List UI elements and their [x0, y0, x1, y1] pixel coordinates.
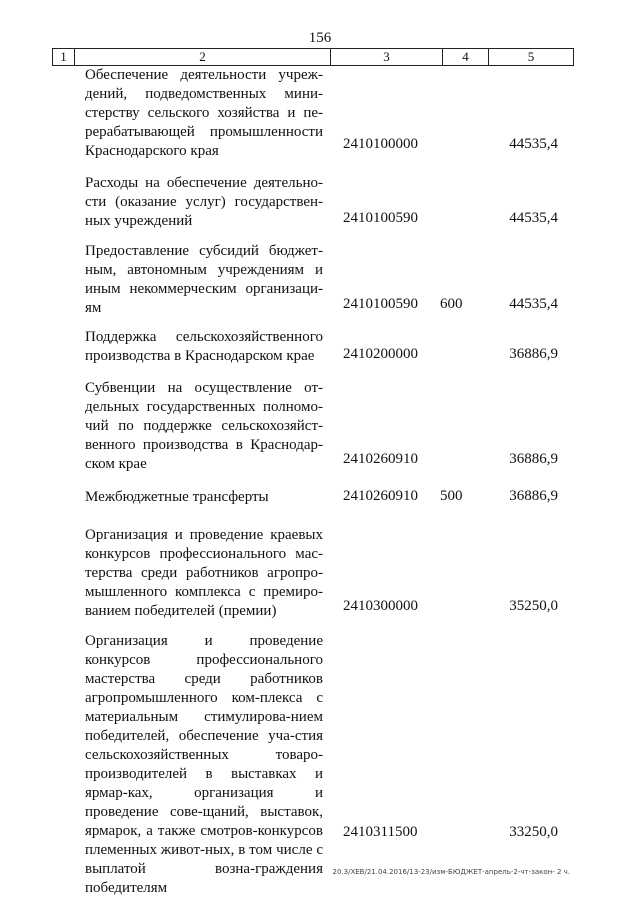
row-code: 2410100590 [343, 210, 418, 226]
row-amount: 44535,4 [509, 136, 558, 152]
row-type: 500 [440, 488, 463, 504]
row-type: 600 [440, 296, 463, 312]
row-name: Поддержка сельскохозяйственного производства в Краснодарском крае [85, 329, 323, 364]
row-name: Обеспечение деятельности учреж-дений, подведомственных мини-стерству сельского хозяйства и пе-рерабатывающей промышленности Краснодарского края [85, 67, 323, 159]
row-amount: 44535,4 [509, 210, 558, 226]
row-amount: 44535,4 [509, 296, 558, 312]
page-number: 156 [308, 30, 332, 46]
header-col-4: 4 [443, 49, 489, 65]
row-code: 2410100590 [343, 296, 418, 312]
row-amount: 33250,0 [509, 824, 558, 840]
row-code: 2410260910 [343, 488, 418, 504]
row-code: 2410200000 [343, 346, 418, 362]
row-code: 2410100000 [343, 136, 418, 152]
header-col-3: 3 [331, 49, 443, 65]
row-amount: 36886,9 [509, 488, 558, 504]
row-code: 2410260910 [343, 451, 418, 467]
row-name: Межбюджетные трансферты [85, 489, 269, 505]
row-amount: 36886,9 [509, 346, 558, 362]
row-code: 2410311500 [343, 824, 418, 840]
header-col-5: 5 [527, 49, 535, 64]
row-name: Организация и проведение краевых конкурсов профессионального мас-терства среди работников агропро-мышленного комплекса с премиро-ванием победителей (премии) [85, 527, 323, 619]
row-name: Субвенции на осуществление от-дельных государственных полномо-чий по поддержке сельскохозяйст-венного производства в Краснодар-ском крае [85, 380, 323, 472]
row-amount: 35250,0 [509, 598, 558, 614]
row-code: 2410300000 [343, 598, 418, 614]
row-amount: 36886,9 [509, 451, 558, 467]
row-name: Организация и проведение конкурсов профессионального мастерства среди работников агропромышленного ком-плекса с материальным стимулирова-нием победителей, обеспечение уча-стия сельскохозяйственных товаро-производителей в выставках и ярмар-ках, организация и проведение сове-щаний, выставок, ярмарок, а также смотров-конкурсов племенных живот-ных, в том числе с выплатой возна-граждения победителям [85, 633, 323, 896]
row-name: Предоставление субсидий бюджет-ным, автономным учреждениям и иным некоммерческим организаци-ям [85, 243, 323, 316]
row-name: Расходы на обеспечение деятельно-сти (оказание услуг) государствен-ных учреждений [85, 175, 323, 229]
header-col-2: 2 [75, 49, 331, 65]
footer-doc-id: 20.3/ХЕВ/21.04.2016/13-23/изм-БЮДЖЕТ-апрель-2-чт-закон- 2 ч. [332, 868, 570, 876]
table-header [52, 48, 574, 66]
header-col-1: 1 [53, 49, 75, 65]
